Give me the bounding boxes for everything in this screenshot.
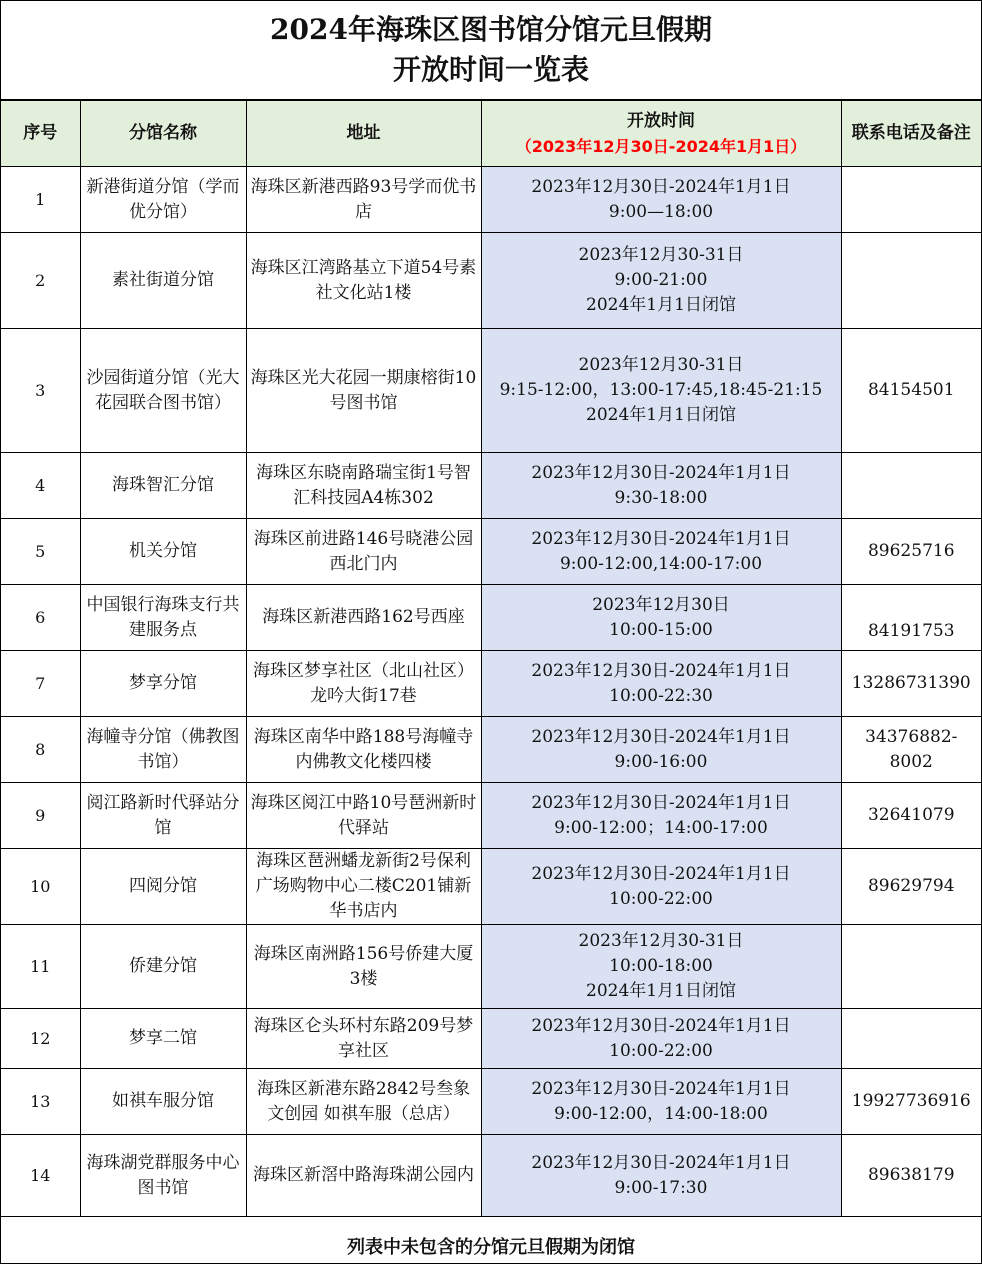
footer-note: 列表中未包含的分馆元旦假期为闭馆 (347, 1236, 635, 1258)
row-hours-line: 10:00-22:00 (609, 888, 713, 909)
row-address-text: 海珠区新滘中路海珠湖公园内 (253, 1165, 474, 1185)
row-hours-line: 9:30-18:00 (614, 487, 708, 508)
row-contact (841, 925, 981, 1009)
row-branch-name: 沙园街道分馆（光大花园联合图书馆） (80, 329, 246, 453)
row-address (246, 717, 481, 783)
row-address (246, 585, 481, 651)
row-hours-line: 2024年1月1日闭馆 (586, 295, 736, 315)
row-branch-name: 海珠湖党群服务中心图书馆 (80, 1135, 246, 1217)
row-seq: 6 (1, 585, 80, 651)
row-hours-line: 2023年12月30日-2024年1月1日 (531, 176, 791, 197)
row-hours-line: 9:00-21:00 (614, 270, 708, 290)
row-seq: 5 (1, 519, 80, 585)
table-row (1, 233, 981, 329)
row-hours-line: 9:00-12:00,14:00-17:00 (559, 553, 763, 574)
row-hours-line: 9:00-17:30 (614, 1177, 708, 1198)
row-address-text: 海珠区新港西路93号学而优书店 (250, 176, 477, 222)
row-seq: 8 (1, 717, 80, 783)
row-hours-line: 9:00-16:00 (614, 751, 708, 772)
row-seq: 11 (1, 925, 80, 1009)
row-contact: 84154501 (841, 329, 981, 453)
row-address-text: 海珠区南华中路188号海幢寺内佛教文化楼四楼 (253, 726, 474, 772)
row-address (246, 329, 481, 453)
row-contact (841, 453, 981, 519)
header-row (1, 101, 981, 167)
row-seq: 12 (1, 1009, 80, 1069)
row-contact: 84191753 (841, 585, 981, 651)
row-address (246, 167, 481, 233)
row-hours-line: 2023年12月30日-2024年1月1日 (531, 1078, 791, 1099)
row-branch-name: 海珠智汇分馆 (80, 453, 246, 519)
row-contact: 89629794 (841, 849, 981, 925)
row-seq: 10 (1, 849, 80, 925)
header-contact: 联系电话及备注 (841, 101, 981, 167)
table-row (1, 519, 981, 585)
row-address (246, 519, 481, 585)
row-address (246, 925, 481, 1009)
row-branch-name: 侨建分馆 (80, 925, 246, 1009)
table-row (1, 849, 981, 925)
row-seq: 13 (1, 1069, 80, 1135)
table-row (1, 1009, 981, 1069)
row-address (246, 849, 481, 925)
row-hours-line: 2023年12月30-31日 (578, 931, 744, 951)
row-address (246, 233, 481, 329)
row-hours-line: 10:00-22:00 (609, 1040, 713, 1061)
row-seq: 14 (1, 1135, 80, 1217)
row-address (246, 1069, 481, 1135)
row-seq: 3 (1, 329, 80, 453)
row-seq: 2 (1, 233, 80, 329)
row-hours (481, 167, 841, 233)
row-branch-name: 如祺车服分馆 (80, 1069, 246, 1135)
row-hours (481, 233, 841, 329)
row-hours (481, 651, 841, 717)
row-hours (481, 519, 841, 585)
title-line-2: 开放时间一览表 (392, 53, 589, 86)
row-address (246, 1009, 481, 1069)
header-name: 分馆名称 (80, 101, 246, 167)
row-hours (481, 1135, 841, 1217)
row-hours (481, 783, 841, 849)
row-hours-line: 9:00—18:00 (608, 201, 714, 222)
row-contact (841, 167, 981, 233)
header-hours-range: （2023年12月30日-2024年1月1日） (515, 136, 807, 156)
row-hours-line: 2023年12月30日-2024年1月1日 (531, 726, 791, 747)
row-address-text: 海珠区琶洲蟠龙新街2号保利广场购物中心二楼C201铺新华书店内 (255, 851, 472, 921)
table-row (1, 453, 981, 519)
row-hours (481, 1009, 841, 1069)
table-row (1, 925, 981, 1009)
table-body (1, 167, 981, 1217)
row-hours-line: 2023年12月30-31日 (578, 245, 744, 265)
row-contact: 34376882-8002 (841, 717, 981, 783)
row-hours-line: 2024年1月1日闭馆 (586, 405, 736, 425)
row-hours-line: 2023年12月30日-2024年1月1日 (531, 660, 791, 681)
table-row (1, 1069, 981, 1135)
row-address (246, 453, 481, 519)
row-hours-line: 9:00-12:00；14:00-17:00 (554, 817, 768, 838)
row-branch-name: 机关分馆 (80, 519, 246, 585)
row-contact: 13286731390 (841, 651, 981, 717)
table-row (1, 717, 981, 783)
row-branch-name: 素社街道分馆 (80, 233, 246, 329)
row-contact (841, 233, 981, 329)
row-hours (481, 925, 841, 1009)
row-hours (481, 1069, 841, 1135)
row-contact: 89638179 (841, 1135, 981, 1217)
row-branch-name: 海幢寺分馆（佛教图书馆） (80, 717, 246, 783)
table-row (1, 167, 981, 233)
header-address: 地址 (246, 101, 481, 167)
row-hours-line: 10:00-18:00 (609, 956, 713, 976)
row-contact: 32641079 (841, 783, 981, 849)
row-address-text: 海珠区梦享社区（北山社区）龙吟大街17巷 (253, 660, 474, 706)
row-hours-line: 9:00-12:00，14:00-18:00 (554, 1103, 768, 1124)
row-hours-line: 2023年12月30日-2024年1月1日 (531, 863, 791, 884)
row-contact: 19927736916 (841, 1069, 981, 1135)
row-contact (841, 1009, 981, 1069)
row-hours-line: 2023年12月30-31日 (578, 355, 744, 375)
title-line-1: 2024年海珠区图书馆分馆元旦假期 (270, 13, 712, 46)
row-address (246, 1135, 481, 1217)
row-address (246, 651, 481, 717)
table-row (1, 329, 981, 453)
header-hours-label: 开放时间 (627, 110, 695, 131)
row-hours-line: 2023年12月30日-2024年1月1日 (531, 1015, 791, 1036)
row-address-text: 海珠区阅江中路10号琶洲新时代驿站 (250, 792, 477, 838)
row-address-text: 海珠区光大花园一期康榕街10号图书馆 (250, 367, 477, 413)
row-hours-line: 2023年12月30日 (592, 594, 730, 615)
schedule-table (1, 100, 981, 1217)
table-row (1, 651, 981, 717)
row-address-text: 海珠区东晓南路瑞宝街1号智汇科技园A4栋302 (256, 462, 471, 508)
row-hours (481, 717, 841, 783)
row-seq: 9 (1, 783, 80, 849)
row-address-text: 海珠区仑头环村东路209号梦享社区 (253, 1015, 474, 1061)
row-hours-line: 2023年12月30日-2024年1月1日 (531, 792, 791, 813)
header-seq: 序号 (1, 101, 80, 167)
header-hours (481, 101, 841, 167)
row-contact: 89625716 (841, 519, 981, 585)
row-seq: 7 (1, 651, 80, 717)
row-address-text: 海珠区新港西路162号西座 (262, 607, 465, 627)
row-address-text: 海珠区江湾路基立下道54号素社文化站1楼 (250, 257, 477, 303)
row-hours (481, 453, 841, 519)
row-hours (481, 849, 841, 925)
row-hours-line: 2023年12月30日-2024年1月1日 (531, 1152, 791, 1173)
row-address-text: 海珠区南洲路156号侨建大厦3楼 (253, 943, 474, 989)
row-branch-name: 中国银行海珠支行共建服务点 (80, 585, 246, 651)
row-branch-name: 新港街道分馆（学而优分馆） (80, 167, 246, 233)
table-row (1, 783, 981, 849)
row-hours-line: 2023年12月30日-2024年1月1日 (531, 528, 791, 549)
table-row (1, 1135, 981, 1217)
row-hours (481, 329, 841, 453)
row-hours-line: 2024年1月1日闭馆 (586, 981, 736, 1001)
row-hours (481, 585, 841, 651)
row-hours-line: 10:00-22:30 (609, 685, 713, 706)
row-branch-name: 四阅分馆 (80, 849, 246, 925)
table-row (1, 585, 981, 651)
row-address-text: 海珠区前进路146号晓港公园西北门内 (253, 528, 474, 574)
row-hours-line: 10:00-15:00 (609, 619, 713, 640)
row-seq: 4 (1, 453, 80, 519)
row-seq: 1 (1, 167, 80, 233)
row-branch-name: 梦享分馆 (80, 651, 246, 717)
page-title (1, 1, 981, 100)
row-address-text: 海珠区新港东路2842号叁象文创园 如祺车服（总店） (256, 1078, 471, 1124)
row-hours-line: 2023年12月30日-2024年1月1日 (531, 462, 791, 483)
row-branch-name: 阅江路新时代驿站分馆 (80, 783, 246, 849)
row-branch-name: 梦享二馆 (80, 1009, 246, 1069)
row-address (246, 783, 481, 849)
row-hours-line: 9:15-12:00，13:00-17:45,18:45-21:15 (499, 380, 823, 400)
